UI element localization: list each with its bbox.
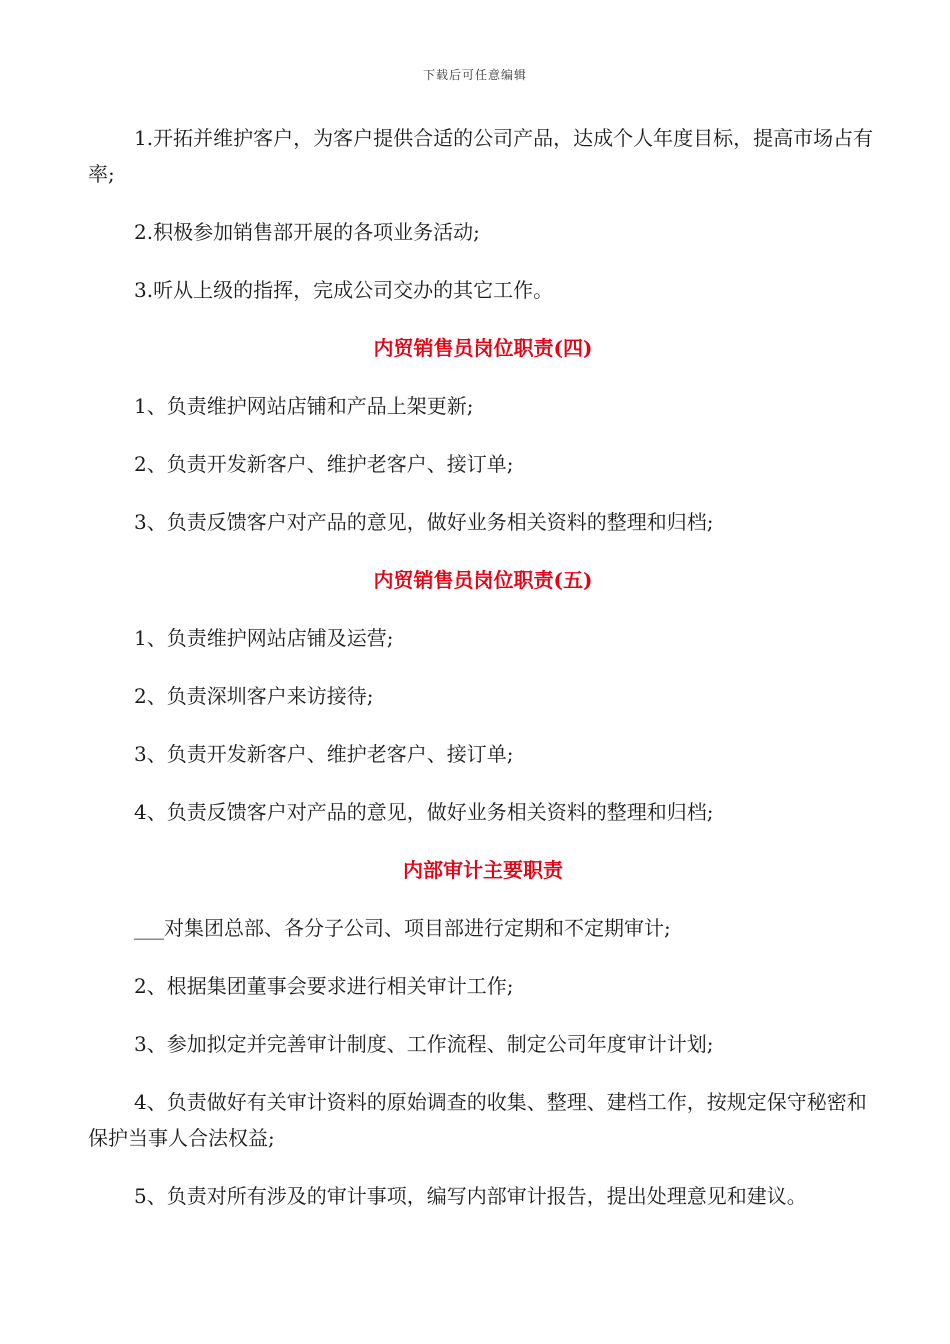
- s4-item-3: 3、参加拟定并完善审计制度、工作流程、制定公司年度审计计划;: [134, 1032, 714, 1056]
- document-body: [88, 120, 878, 1214]
- section-heading-sales-4: 内贸销售员岗位职责(四): [373, 336, 593, 360]
- s2-item-3: 3、负责反馈客户对产品的意见，做好业务相关资料的整理和归档;: [134, 510, 714, 534]
- s3-item-3: 3、负责开发新客户、维护老客户、接订单;: [134, 742, 514, 766]
- s2-item-2: 2、负责开发新客户、维护老客户、接订单;: [134, 452, 514, 476]
- section-heading-sales-5: 内贸销售员岗位职责(五): [373, 568, 593, 592]
- s4-item-4: 4、负责做好有关审计资料的原始调查的收集、整理、建档工作，按规定保守秘密和保护当事人合法权益;: [88, 1090, 867, 1150]
- s3-item-2: 2、负责深圳客户来访接待;: [134, 684, 374, 708]
- s1-item-2: 2.积极参加销售部开展的各项业务活动;: [134, 220, 480, 244]
- s3-item-4: 4、负责反馈客户对产品的意见，做好业务相关资料的整理和归档;: [134, 800, 714, 824]
- s4-item-1: ___对集团总部、各分子公司、项目部进行定期和不定期审计;: [134, 916, 671, 940]
- page-header: 下载后可任意编辑: [422, 68, 527, 82]
- s1-item-3: 3.听从上级的指挥，完成公司交办的其它工作。: [134, 278, 554, 302]
- s4-item-5: 5、负责对所有涉及的审计事项，编写内部审计报告，提出处理意见和建议。: [134, 1184, 807, 1208]
- s4-item-2: 2、根据集团董事会要求进行相关审计工作;: [134, 974, 514, 998]
- s1-item-1: 1.开拓并维护客户，为客户提供合适的公司产品，达成个人年度目标，提高市场占有率;: [88, 126, 874, 186]
- section-heading-audit: 内部审计主要职责: [403, 858, 563, 882]
- s2-item-1: 1、负责维护网站店铺和产品上架更新;: [134, 394, 474, 418]
- s3-item-1: 1、负责维护网站店铺及运营;: [134, 626, 394, 650]
